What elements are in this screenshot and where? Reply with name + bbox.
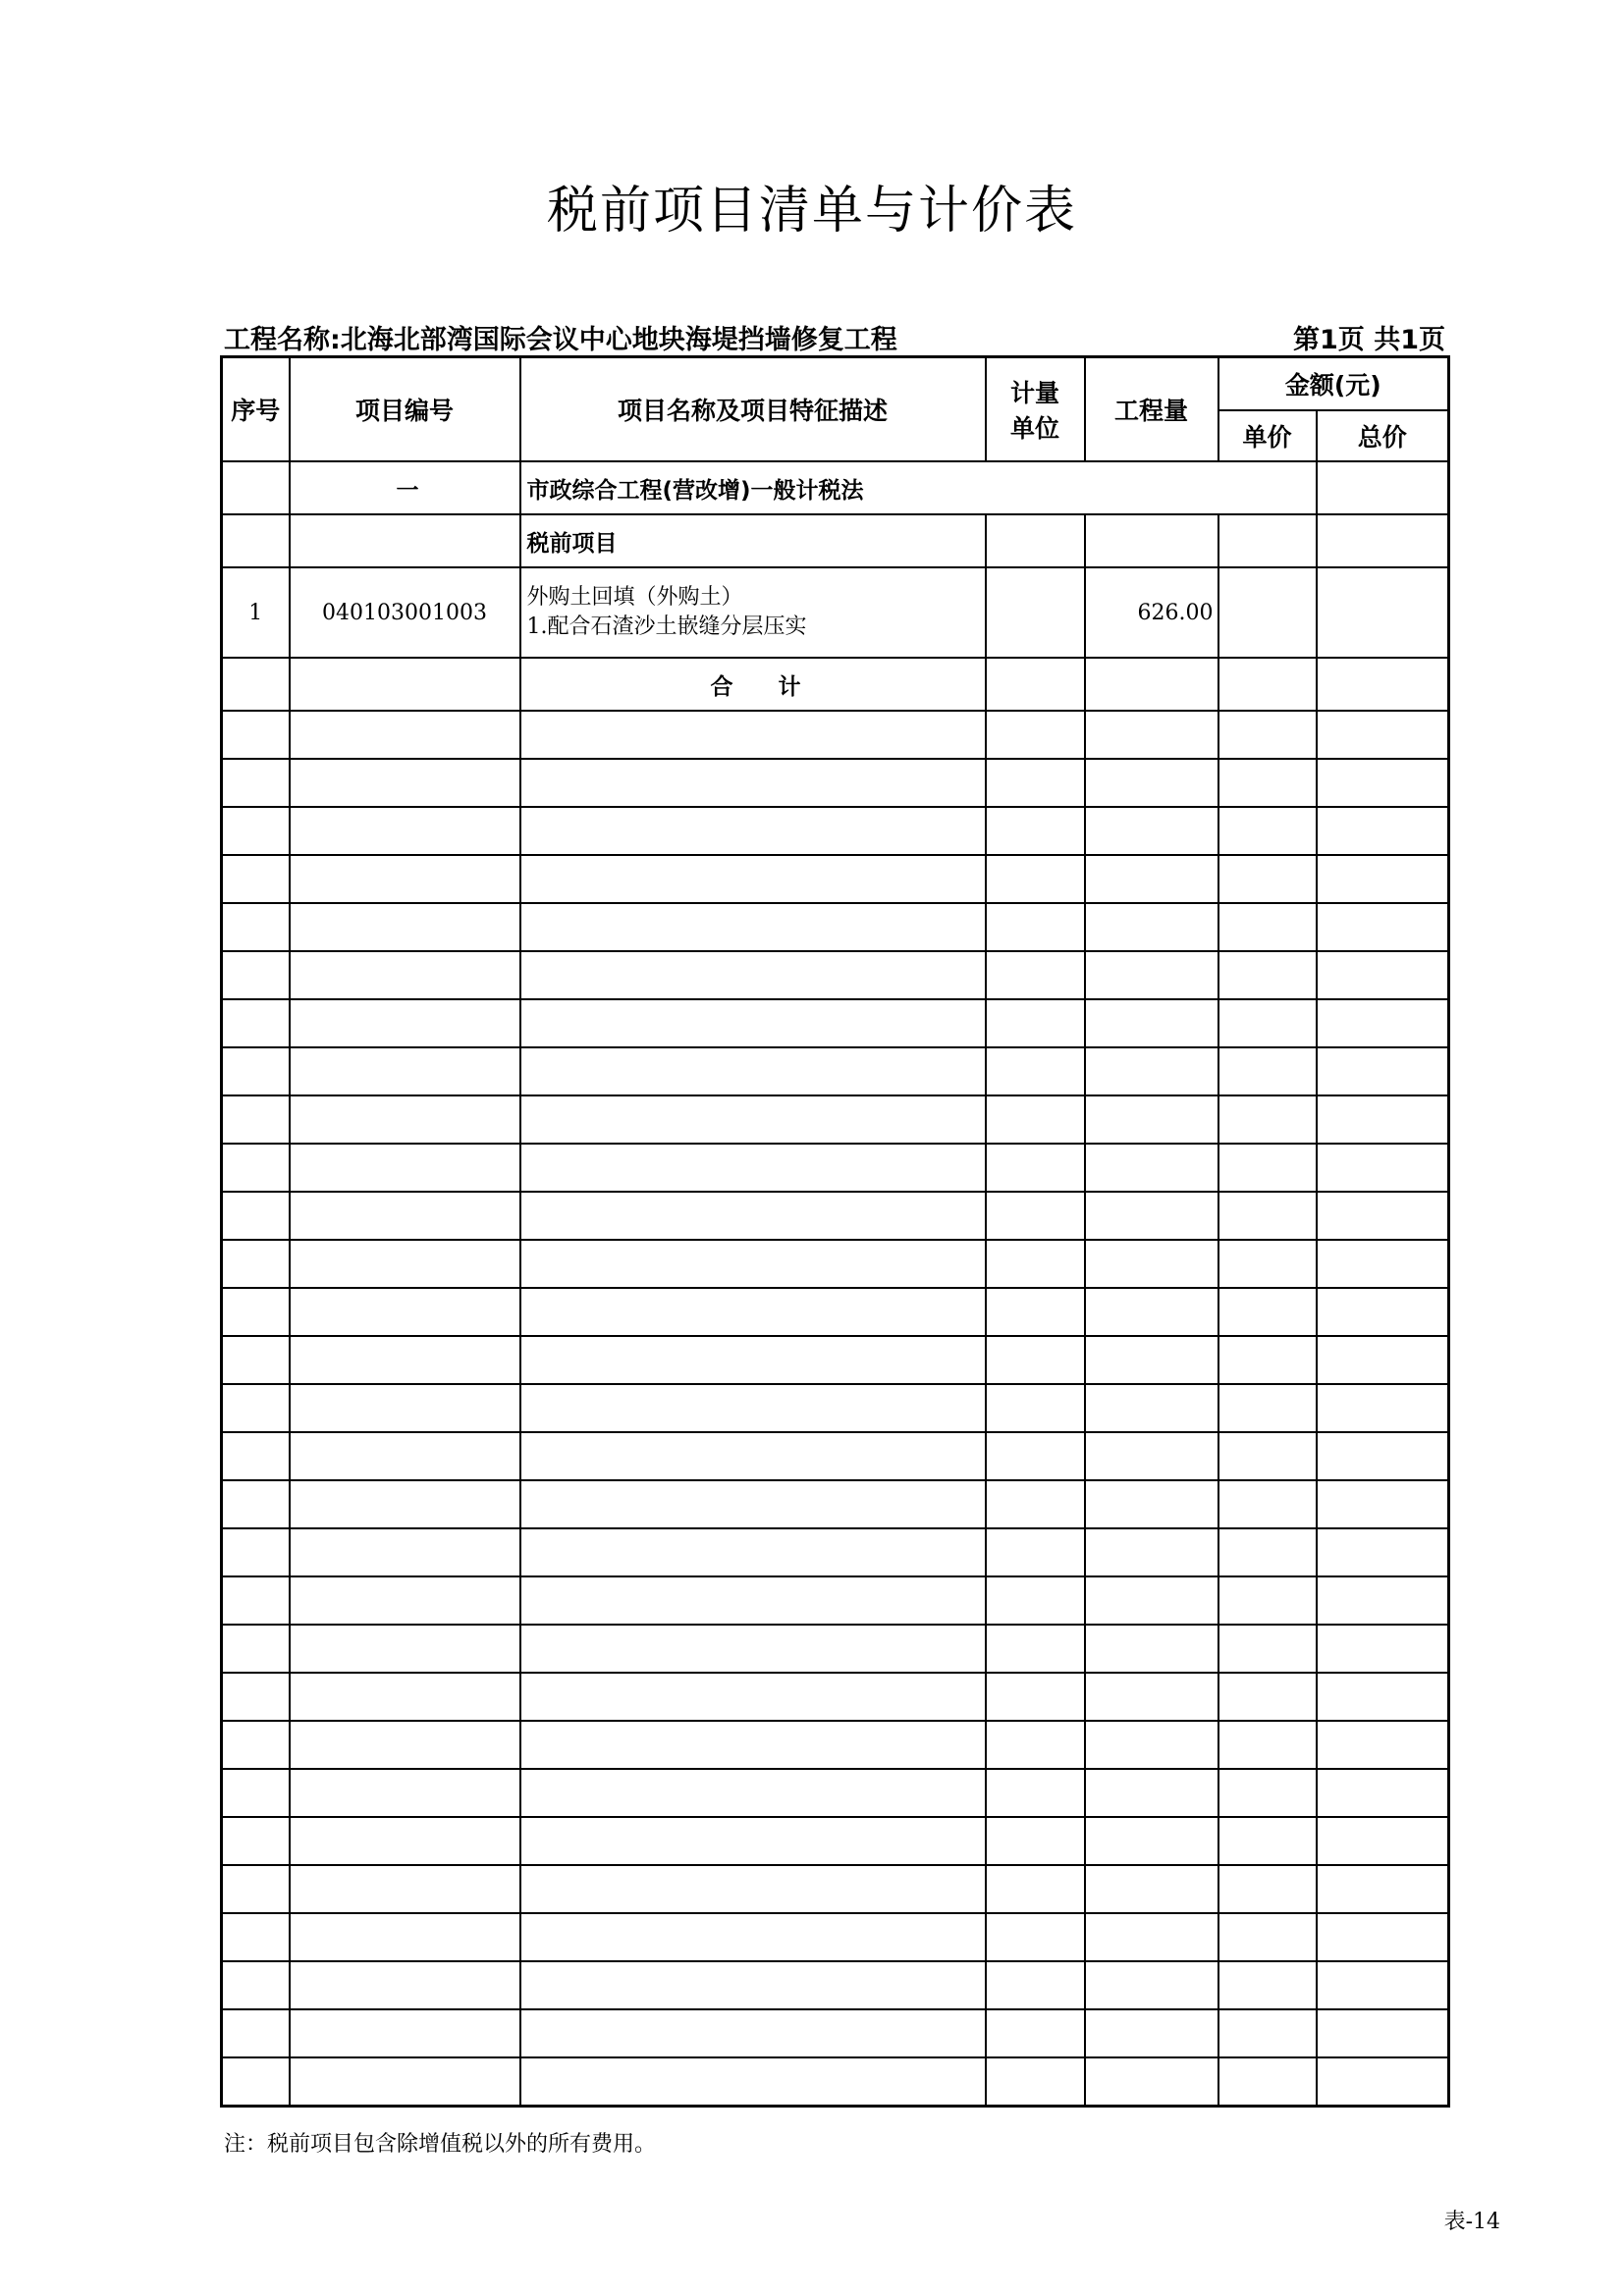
blank-cell bbox=[1317, 951, 1449, 999]
blank-cell bbox=[1218, 1432, 1317, 1480]
blank-cell bbox=[1218, 903, 1317, 951]
blank-cell bbox=[1085, 1047, 1218, 1095]
blank-cell bbox=[1085, 1288, 1218, 1336]
blank-row bbox=[222, 1047, 1449, 1095]
blank-cell bbox=[986, 1528, 1085, 1576]
blank-cell bbox=[290, 2057, 520, 2107]
blank-cell bbox=[520, 1817, 986, 1865]
blank-cell bbox=[1317, 1384, 1449, 1432]
blank-row bbox=[222, 1673, 1449, 1721]
blank-cell bbox=[222, 807, 290, 855]
blank-cell bbox=[520, 951, 986, 999]
blank-cell bbox=[1317, 1817, 1449, 1865]
blank-cell bbox=[1317, 1913, 1449, 1961]
blank-cell bbox=[290, 1576, 520, 1625]
blank-cell bbox=[1085, 1192, 1218, 1240]
blank-cell bbox=[222, 1192, 290, 1240]
blank-cell bbox=[222, 711, 290, 759]
blank-cell bbox=[1317, 1528, 1449, 1576]
blank-row bbox=[222, 1336, 1449, 1384]
blank-cell bbox=[290, 807, 520, 855]
blank-cell bbox=[1085, 1961, 1218, 2009]
item-unit-price bbox=[1218, 567, 1317, 658]
blank-cell bbox=[1218, 1576, 1317, 1625]
blank-cell bbox=[986, 1865, 1085, 1913]
blank-cell bbox=[1085, 951, 1218, 999]
form-number: 表-14 bbox=[1443, 2210, 1500, 2234]
blank-cell bbox=[520, 2009, 986, 2057]
blank-cell bbox=[290, 759, 520, 807]
blank-cell bbox=[1218, 1673, 1317, 1721]
section-total bbox=[1317, 461, 1449, 514]
blank-cell bbox=[1317, 1095, 1449, 1144]
blank-cell bbox=[986, 759, 1085, 807]
blank-cell bbox=[986, 1144, 1085, 1192]
blank-cell bbox=[1085, 759, 1218, 807]
blank-row bbox=[222, 2009, 1449, 2057]
blank-cell bbox=[1317, 855, 1449, 903]
blank-cell bbox=[986, 1336, 1085, 1384]
blank-cell bbox=[290, 1528, 520, 1576]
blank-row bbox=[222, 1432, 1449, 1480]
blank-cell bbox=[1317, 1432, 1449, 1480]
blank-cell bbox=[290, 1673, 520, 1721]
blank-cell bbox=[1218, 855, 1317, 903]
blank-cell bbox=[1085, 855, 1218, 903]
blank-row bbox=[222, 759, 1449, 807]
blank-cell bbox=[290, 1336, 520, 1384]
blank-cell bbox=[520, 1192, 986, 1240]
item-description bbox=[520, 567, 986, 658]
blank-cell bbox=[986, 2009, 1085, 2057]
blank-cell bbox=[1218, 807, 1317, 855]
blank-cell bbox=[290, 1095, 520, 1144]
blank-cell bbox=[222, 1769, 290, 1817]
blank-cell bbox=[290, 1721, 520, 1769]
blank-cell bbox=[222, 1528, 290, 1576]
blank-cell bbox=[222, 1047, 290, 1095]
blank-cell bbox=[986, 807, 1085, 855]
blank-cell bbox=[290, 1625, 520, 1673]
header-unit-line2: 单位 bbox=[1009, 414, 1059, 443]
blank-cell bbox=[1085, 1769, 1218, 1817]
blank-cell bbox=[1085, 711, 1218, 759]
blank-cell bbox=[1317, 1769, 1449, 1817]
blank-cell bbox=[1218, 1865, 1317, 1913]
blank-cell bbox=[1317, 1673, 1449, 1721]
blank-cell bbox=[520, 999, 986, 1047]
blank-cell bbox=[520, 1480, 986, 1528]
item-total-price bbox=[1317, 567, 1449, 658]
blank-row bbox=[222, 2057, 1449, 2107]
blank-cell bbox=[1218, 1095, 1317, 1144]
blank-row bbox=[222, 1961, 1449, 2009]
blank-cell bbox=[986, 951, 1085, 999]
blank-cell bbox=[1218, 1288, 1317, 1336]
blank-cell bbox=[986, 1047, 1085, 1095]
blank-cell bbox=[222, 1480, 290, 1528]
header-unit bbox=[986, 357, 1085, 462]
blank-cell bbox=[1085, 1432, 1218, 1480]
blank-cell bbox=[1085, 1913, 1218, 1961]
blank-row bbox=[222, 1528, 1449, 1576]
blank-row bbox=[222, 807, 1449, 855]
blank-cell bbox=[986, 1384, 1085, 1432]
blank-cell bbox=[1085, 2009, 1218, 2057]
blank-cell bbox=[1317, 1721, 1449, 1769]
blank-cell bbox=[1218, 1769, 1317, 1817]
blank-cell bbox=[222, 1817, 290, 1865]
item-unit bbox=[986, 567, 1085, 658]
total-row bbox=[222, 658, 1449, 711]
blank-cell bbox=[1218, 1961, 1317, 2009]
blank-cell bbox=[520, 1095, 986, 1144]
header-name: 项目名称及项目特征描述 bbox=[520, 357, 986, 462]
item-seq: 1 bbox=[222, 567, 290, 658]
blank-cell bbox=[290, 1192, 520, 1240]
blank-cell bbox=[986, 999, 1085, 1047]
blank-cell bbox=[1218, 759, 1317, 807]
blank-cell bbox=[986, 1769, 1085, 1817]
blank-cell bbox=[1218, 1528, 1317, 1576]
blank-row bbox=[222, 951, 1449, 999]
section-name: 市政综合工程(营改增)一般计税法 bbox=[520, 461, 1317, 514]
blank-cell bbox=[1085, 1528, 1218, 1576]
blank-cell bbox=[222, 1384, 290, 1432]
blank-cell bbox=[222, 1095, 290, 1144]
blank-cell bbox=[986, 1961, 1085, 2009]
blank-cell bbox=[1218, 999, 1317, 1047]
header-quantity: 工程量 bbox=[1085, 357, 1218, 462]
blank-cell bbox=[520, 1047, 986, 1095]
item-feature: 1.配合石渣沙土嵌缝分层压实 bbox=[526, 614, 807, 639]
blank-cell bbox=[1218, 1913, 1317, 1961]
blank-cell bbox=[1218, 1625, 1317, 1673]
blank-cell bbox=[222, 1432, 290, 1480]
blank-cell bbox=[290, 855, 520, 903]
blank-cell bbox=[986, 711, 1085, 759]
subsection-name: 税前项目 bbox=[520, 514, 986, 567]
blank-cell bbox=[1218, 1192, 1317, 1240]
blank-cell bbox=[1317, 807, 1449, 855]
blank-cell bbox=[222, 903, 290, 951]
blank-cell bbox=[290, 1144, 520, 1192]
blank-cell bbox=[986, 1625, 1085, 1673]
blank-cell bbox=[1317, 1288, 1449, 1336]
blank-cell bbox=[290, 1769, 520, 1817]
blank-row bbox=[222, 1865, 1449, 1913]
blank-row bbox=[222, 1384, 1449, 1432]
blank-cell bbox=[1218, 1384, 1317, 1432]
blank-cell bbox=[986, 1913, 1085, 1961]
blank-cell bbox=[1085, 1865, 1218, 1913]
blank-cell bbox=[222, 951, 290, 999]
blank-cell bbox=[1317, 1576, 1449, 1625]
item-quantity: 626.00 bbox=[1085, 567, 1218, 658]
header-unit-line1: 计量 bbox=[1009, 379, 1059, 407]
blank-cell bbox=[290, 1865, 520, 1913]
blank-cell bbox=[222, 1961, 290, 2009]
blank-cell bbox=[222, 855, 290, 903]
blank-cell bbox=[1317, 903, 1449, 951]
blank-cell bbox=[1218, 711, 1317, 759]
blank-cell bbox=[222, 2057, 290, 2107]
blank-cell bbox=[986, 1673, 1085, 1721]
blank-row bbox=[222, 1576, 1449, 1625]
blank-cell bbox=[986, 1721, 1085, 1769]
header-total-price: 总价 bbox=[1317, 410, 1449, 461]
blank-cell bbox=[1218, 1047, 1317, 1095]
blank-cell bbox=[1085, 1817, 1218, 1865]
blank-cell bbox=[1317, 2057, 1449, 2107]
blank-row bbox=[222, 855, 1449, 903]
project-name: 工程名称:北海北部湾国际会议中心地块海堤挡墙修复工程 bbox=[224, 325, 897, 355]
blank-cell bbox=[520, 1384, 986, 1432]
blank-cell bbox=[290, 999, 520, 1047]
blank-cell bbox=[1085, 1480, 1218, 1528]
header-code: 项目编号 bbox=[290, 357, 520, 462]
blank-cell bbox=[290, 1240, 520, 1288]
blank-cell bbox=[986, 1576, 1085, 1625]
blank-cell bbox=[290, 1047, 520, 1095]
blank-cell bbox=[520, 855, 986, 903]
blank-cell bbox=[1218, 1721, 1317, 1769]
blank-cell bbox=[1317, 1336, 1449, 1384]
blank-cell bbox=[986, 1480, 1085, 1528]
blank-cell bbox=[986, 1432, 1085, 1480]
blank-cell bbox=[520, 1721, 986, 1769]
blank-cell bbox=[222, 1288, 290, 1336]
blank-cell bbox=[1085, 1336, 1218, 1384]
blank-cell bbox=[1085, 1721, 1218, 1769]
blank-cell bbox=[520, 1625, 986, 1673]
blank-cell bbox=[222, 1625, 290, 1673]
blank-cell bbox=[986, 1095, 1085, 1144]
blank-cell bbox=[520, 1288, 986, 1336]
blank-cell bbox=[290, 2009, 520, 2057]
item-name: 外购土回填（外购土） bbox=[526, 585, 743, 610]
blank-cell bbox=[1085, 1625, 1218, 1673]
blank-cell bbox=[1085, 1673, 1218, 1721]
section-code: 一 bbox=[290, 461, 520, 514]
footnote: 注：税前项目包含除增值税以外的所有费用。 bbox=[224, 2132, 657, 2157]
blank-cell bbox=[1218, 1817, 1317, 1865]
blank-cell bbox=[1317, 1192, 1449, 1240]
blank-cell bbox=[222, 1721, 290, 1769]
blank-cell bbox=[1085, 807, 1218, 855]
blank-cell bbox=[520, 1528, 986, 1576]
blank-cell bbox=[222, 1336, 290, 1384]
blank-cell bbox=[986, 1192, 1085, 1240]
blank-cell bbox=[290, 1384, 520, 1432]
blank-cell bbox=[222, 1240, 290, 1288]
blank-cell bbox=[1317, 1480, 1449, 1528]
blank-cell bbox=[1085, 1384, 1218, 1432]
blank-row bbox=[222, 1480, 1449, 1528]
blank-cell bbox=[520, 1576, 986, 1625]
blank-cell bbox=[520, 1144, 986, 1192]
blank-cell bbox=[290, 1480, 520, 1528]
blank-row bbox=[222, 1144, 1449, 1192]
blank-cell bbox=[520, 1961, 986, 2009]
blank-cell bbox=[520, 1673, 986, 1721]
header-unit-price: 单价 bbox=[1218, 410, 1317, 461]
blank-cell bbox=[520, 1336, 986, 1384]
blank-cell bbox=[520, 1769, 986, 1817]
blank-cell bbox=[222, 1144, 290, 1192]
item-code: 040103001003 bbox=[290, 567, 520, 658]
document-title: 税前项目清单与计价表 bbox=[546, 182, 1077, 240]
blank-row bbox=[222, 1913, 1449, 1961]
blank-cell bbox=[986, 1817, 1085, 1865]
blank-cell bbox=[1317, 1865, 1449, 1913]
blank-cell bbox=[1317, 759, 1449, 807]
blank-row bbox=[222, 1240, 1449, 1288]
blank-cell bbox=[1218, 2057, 1317, 2107]
blank-row bbox=[222, 1817, 1449, 1865]
blank-cell bbox=[1218, 2009, 1317, 2057]
blank-cell bbox=[290, 711, 520, 759]
blank-row bbox=[222, 1288, 1449, 1336]
blank-cell bbox=[520, 1432, 986, 1480]
blank-cell bbox=[1085, 903, 1218, 951]
blank-row bbox=[222, 1769, 1449, 1817]
blank-cell bbox=[222, 1576, 290, 1625]
subsection-row bbox=[222, 514, 1449, 567]
header-seq: 序号 bbox=[222, 357, 290, 462]
blank-cell bbox=[1218, 1336, 1317, 1384]
blank-cell bbox=[1085, 1095, 1218, 1144]
blank-cell bbox=[520, 807, 986, 855]
total-label: 合 计 bbox=[520, 658, 986, 711]
blank-cell bbox=[290, 1961, 520, 2009]
blank-cell bbox=[222, 759, 290, 807]
blank-row bbox=[222, 1192, 1449, 1240]
blank-cell bbox=[222, 1865, 290, 1913]
bill-table bbox=[220, 355, 1450, 2108]
blank-cell bbox=[1317, 711, 1449, 759]
blank-cell bbox=[1317, 1625, 1449, 1673]
blank-row bbox=[222, 1625, 1449, 1673]
blank-cell bbox=[1085, 999, 1218, 1047]
blank-cell bbox=[1218, 1480, 1317, 1528]
blank-cell bbox=[986, 1240, 1085, 1288]
blank-cell bbox=[1317, 1047, 1449, 1095]
section-seq bbox=[222, 461, 290, 514]
blank-cell bbox=[520, 1240, 986, 1288]
blank-cell bbox=[1317, 1961, 1449, 2009]
blank-row bbox=[222, 1721, 1449, 1769]
blank-cell bbox=[290, 1432, 520, 1480]
table-row bbox=[222, 567, 1449, 658]
blank-cell bbox=[986, 1288, 1085, 1336]
blank-cell bbox=[520, 759, 986, 807]
blank-cell bbox=[1317, 2009, 1449, 2057]
blank-cell bbox=[986, 903, 1085, 951]
blank-cell bbox=[1218, 1240, 1317, 1288]
page-info: 第1页 共1页 bbox=[1293, 325, 1445, 355]
blank-cell bbox=[1317, 1144, 1449, 1192]
blank-cell bbox=[1085, 2057, 1218, 2107]
blank-cell bbox=[290, 1817, 520, 1865]
blank-cell bbox=[1317, 999, 1449, 1047]
blank-cell bbox=[520, 1913, 986, 1961]
blank-row bbox=[222, 1095, 1449, 1144]
blank-cell bbox=[1317, 1240, 1449, 1288]
blank-cell bbox=[290, 903, 520, 951]
blank-cell bbox=[520, 2057, 986, 2107]
blank-row bbox=[222, 903, 1449, 951]
blank-cell bbox=[222, 999, 290, 1047]
blank-cell bbox=[520, 1865, 986, 1913]
blank-cell bbox=[520, 903, 986, 951]
blank-cell bbox=[520, 711, 986, 759]
blank-cell bbox=[1085, 1240, 1218, 1288]
blank-cell bbox=[222, 2009, 290, 2057]
blank-cell bbox=[290, 1913, 520, 1961]
blank-cell bbox=[1218, 951, 1317, 999]
blank-cell bbox=[986, 855, 1085, 903]
blank-cell bbox=[1218, 1144, 1317, 1192]
blank-cell bbox=[1085, 1144, 1218, 1192]
blank-cell bbox=[222, 1673, 290, 1721]
blank-cell bbox=[290, 951, 520, 999]
blank-cell bbox=[290, 1288, 520, 1336]
blank-row bbox=[222, 711, 1449, 759]
blank-cell bbox=[1085, 1576, 1218, 1625]
header-amount: 金额(元) bbox=[1218, 357, 1449, 411]
blank-cell bbox=[222, 1913, 290, 1961]
section-row bbox=[222, 461, 1449, 514]
blank-cell bbox=[986, 2057, 1085, 2107]
blank-row bbox=[222, 999, 1449, 1047]
